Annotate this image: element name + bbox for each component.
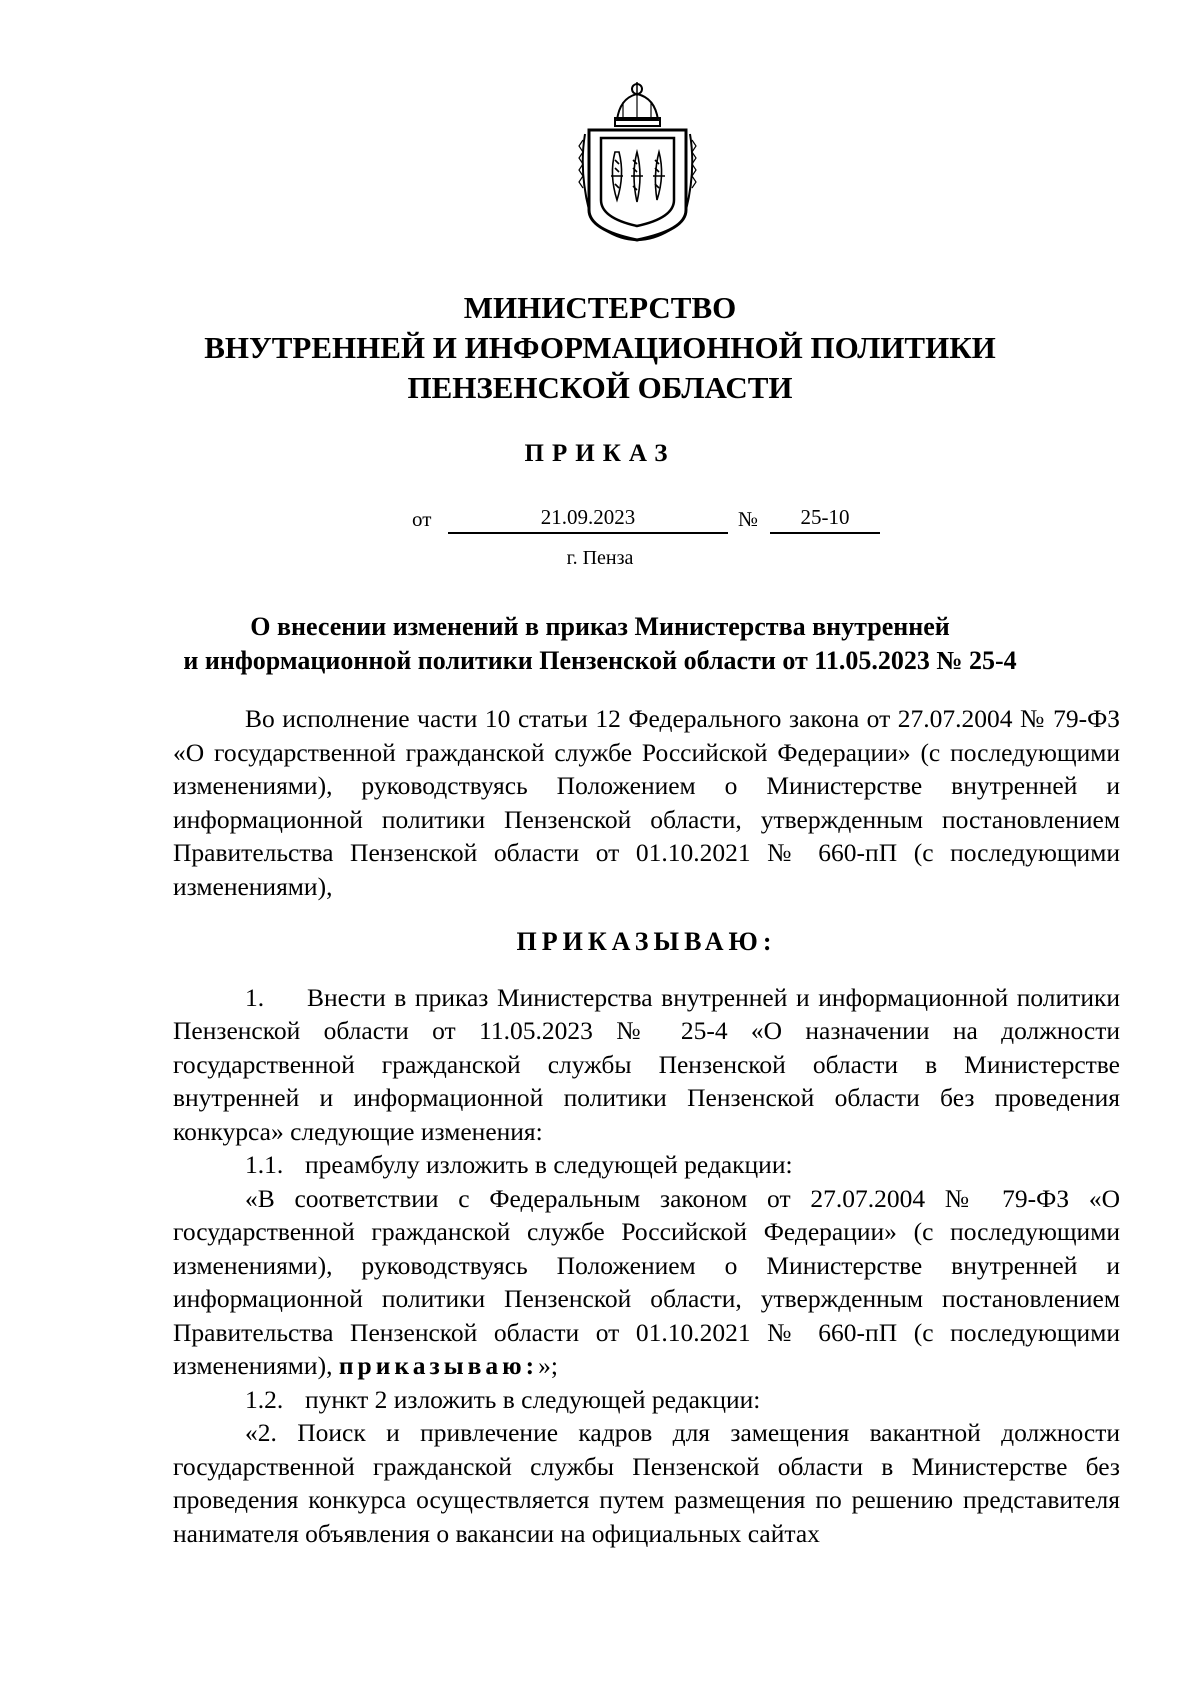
penza-coat-of-arms-icon [575,80,700,245]
order-date-label: от [412,507,432,531]
quote-2-paragraph: «2. Поиск и привлечение кадров для замещения вакантной должности государственной гражданской службы Пензенской области в Министерстве без проведения конкурса осуществляется путем размещения по решению представителя нанимателя объявления о вакансии на официальных сайтах [173,1418,1120,1548]
order-date: 21.09.2023 [448,505,728,534]
item-text: преамбулу изложить в следующей редакции: [305,1150,793,1179]
ministry-name [0,288,1200,408]
item-text: пункт 2 изложить в следующей редакции: [305,1384,761,1414]
order-details [0,505,1200,539]
order-number-label: № [738,507,759,531]
order-city: г. Пенза [566,547,634,569]
item-1-1-paragraph [173,1148,1120,1182]
order-number: 25-10 [770,505,880,534]
item-number: 1. [245,982,265,1012]
ministry-line: ВНУТРЕННЕЙ И ИНФОРМАЦИОННОЙ ПОЛИТИКИ [204,330,996,365]
item-text: Внести в приказ Министерства внутренней и информационной политики Пензенской области от 11.05.2023 № 25-4 «О назначении на должности государственной гражданской службы Пензенской области в Министерстве внутренней и информационной политики Пензенской области без проведения конкурса» следующие изменения: [173,982,1120,1146]
quote-1-paragraph [173,1182,1120,1383]
item-1-2-paragraph [173,1383,1120,1417]
quote-text: «В соответствии с Федеральным законом от 27.07.2004 № 79-ФЗ «О государственной гражданской службе Российской Федерации» (с последующими изменениями), руководствуясь Положением о Министерстве внутренней и информационной политики Пензенской области, утвержденным постановлением Правительства Пензенской области от 01.10.2021 № 660-пП (с последующими изменениями), [173,1183,1120,1380]
subject-line: и информационной политики Пензенской области от 11.05.2023 № 25-4 [183,646,1017,675]
quote-bold-word: приказываю: [338,1351,539,1380]
ministry-line: ПЕНЗЕНСКОЙ ОБЛАСТИ [407,370,793,405]
item-number: 1.2. [245,1384,284,1414]
quote-end: »; [538,1351,558,1380]
subject-line: О внесении изменений в приказ Министерства внутренней [250,612,950,641]
document-body [173,702,1120,1550]
item-1-paragraph [173,981,1120,1149]
document-type-title: ПРИКАЗ [524,440,676,467]
order-heading: ПРИКАЗЫВАЮ: [516,927,777,956]
item-number: 1.1. [245,1150,284,1179]
preamble-paragraph: Во исполнение части 10 статьи 12 Федерального закона от 27.07.2004 № 79-ФЗ «О государственной гражданской службе Российской Федерации» (с последующими изменениями), руководствуясь Положением о Министерстве внутренней и информационной политики Пензенской области, утвержденным постановлением Правительства Пензенской области от 01.10.2021 № 660-пП (с последующими изменениями), [173,704,1120,901]
ministry-line: МИНИСТЕРСТВО [463,290,737,325]
order-subject [0,610,1200,678]
